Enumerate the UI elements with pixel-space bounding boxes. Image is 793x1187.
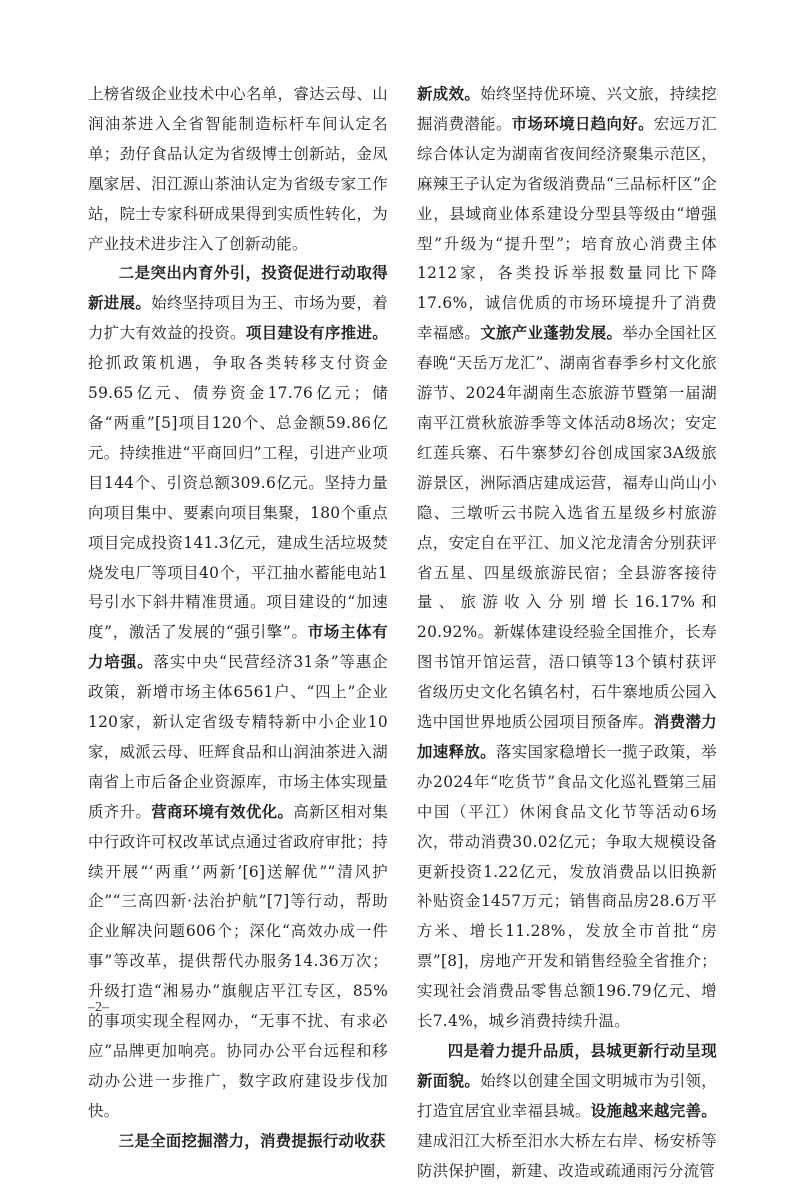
body-text: 落实中央“民营经济31条”等惠企政策，新增市场主体6561户、“四上”企业120家，新认定省级专精特新中小企业10家，威派云母、旺辉食品和山润油茶进入湖南省上市后备企业资源库，市场主体实现量质齐升。 xyxy=(88,653,389,821)
body-text: 高新区相对集中行政许可权改革试点通过省政府审批；持续开展“‘两重’‘两新’[6]送解优”“清风护企”“三高四新·法治护航”[7]等行动，帮助企业解决问题606个；深化“高效办成一件事”等改革，提供帮代办服务14.36万次；升级打造“湘易办”旗舰店平江专区，85%的事项实现全程网办，“无事不扰、有求必应”品牌更加响亮。协同办公平台远程和移动办公进一步推广，数字政府建设步伐加快。 xyxy=(88,802,389,1120)
bold-heading-text: 消费潜力加速释放。 xyxy=(417,713,717,761)
body-text: 举办全国社区春晚“天岳万龙汇”、湖南省春季乡村文化旅游节、2024年湖南生态旅游节暨第一届湖南平江赏秋旅游季等文体活动8场次；安定红莲兵寨、石牛寨梦幻谷创成国家3A级旅游景区，洲际酒店建成运营，福寿山尚山小隐、三墩听云书院入选省五星级乡村旅游点，安定自在平江、加义沱龙清舍分别获评省五星、四星级旅游民宿；全县游客接待量、旅游收入分别增长16.17%和20.92%。新媒体建设经验全国推介，长寿图书馆开馆运营，浯口镇等13个镇村获评省级历史文化名镇名村，石牛寨地质公园入选中国世界地质公园项目预备库。 xyxy=(417,324,718,732)
page-number: –2– xyxy=(88,1000,109,1015)
bold-heading-text: 新成效。 xyxy=(417,85,481,103)
paragraph xyxy=(88,80,388,259)
body-text: 上榜省级企业技术中心名单，睿达云母、山润油茶进入全省智能制造标杆车间认定名单；劲仔食品认定为省级博士创新站，金凤凰家居、汨江源山茶油认定为省级专家工作站，院士专家科研成果得到实质性转化，为产业技术进步注入了创新动能。 xyxy=(88,85,388,253)
paragraph xyxy=(88,1127,388,1157)
body-text: 抢抓政策机遇，争取各类转移支付资金59.65亿元、债券资金17.76亿元；储备“两重”[5]项目120个、总金额59.86亿元。持续推进“平商回归”工程，引进产业项目144个、引资总额309.6亿元。坚持力量向项目集中、要素向项目集聚，180个重点项目完成投资141.3亿元，建成生活垃圾焚烧发电厂等项目40个，平江抽水蓄能电站1号引水下斜井精准贯通。项目建设的“加速度”，激活了发展的“强引擎”。 xyxy=(88,354,388,642)
body-text: 宏远万汇综合体认定为湖南省夜间经济聚集示范区，麻辣王子认定为省级消费品“三品标杆区”企业，县域商业体系建设分型县等级由“增强型”升级为“提升型”；培育放心消费主体1212家，各类投诉举报数量同比下降17.6%，诚信优质的市场环境提升了消费幸福感。 xyxy=(417,114,717,343)
body-text: 始终坚持优环境、兴文旅，持续挖掘消费潜能。 xyxy=(417,85,717,133)
body-text: 始终坚持项目为王、市场为要，着力扩大有效益的投资。 xyxy=(88,294,388,343)
bold-heading-text: 营商环境有效优化。 xyxy=(151,802,294,821)
paragraph xyxy=(88,259,388,1126)
bold-heading-text: 市场环境日趋向好。 xyxy=(511,114,654,133)
bold-heading-text: 四是着力提升品质，县城更新行动呈现新面貌。 xyxy=(417,1042,717,1090)
bold-heading-text: 二是突出内育外引，投资促进行动取得新进展。 xyxy=(88,264,388,313)
left-column xyxy=(88,80,388,1157)
bold-heading-text: 文旅产业蓬勃发展。 xyxy=(480,324,623,343)
bold-heading-text: 三是全面挖掘潜力，消费提振行动收获 xyxy=(118,1131,386,1150)
body-text: 始终以创建全国文明城市为引领，打造宜居宜业幸福县城。 xyxy=(417,1071,717,1120)
body-text: 建成汨江大桥至汨水大桥左右岸、杨安桥等防洪保护圈，新建、改造或疏通雨污分流管 xyxy=(417,1131,717,1180)
body-text: 落实国家稳增长一揽子政策，举办2024年“吃货节”食品文化巡礼暨第三届中国（平江）休闲食品文化节等活动6场次，带动消费30.02亿元；争取大规模设备更新投资1.22亿元，发放消费品以旧换新补贴资金1457万元；销售商品房28.6万平方米、增长11.28%，发放全市首批“房票”[8]，房地产开发和销售经验全省推介；实现社会消费品零售总额196.79亿元、增长7.4%，城乡消费持续升温。 xyxy=(417,742,717,1031)
bold-heading-text: 市场主体有力培强。 xyxy=(88,623,388,672)
paragraph xyxy=(417,80,717,1037)
right-column xyxy=(417,80,717,1187)
bold-heading-text: 项目建设有序推进。 xyxy=(245,324,388,343)
paragraph xyxy=(417,1037,717,1187)
bold-heading-text: 设施越来越完善。 xyxy=(590,1101,717,1120)
